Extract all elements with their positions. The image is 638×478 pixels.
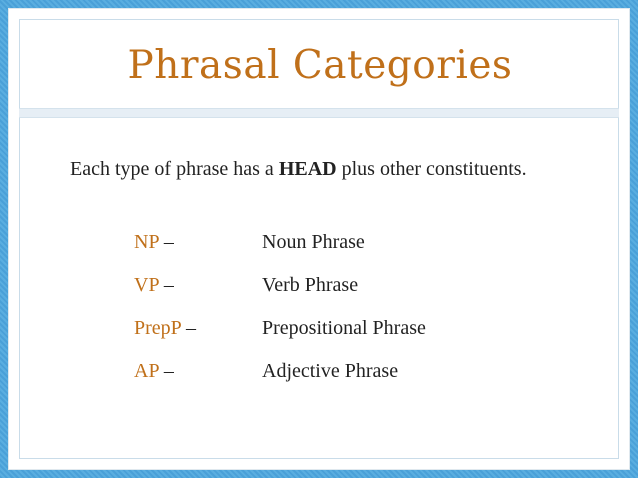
category-row bbox=[134, 231, 426, 274]
slide bbox=[8, 8, 630, 470]
category-name: Adjective Phrase bbox=[262, 360, 399, 382]
intro-emphasis-head: HEAD bbox=[278, 158, 337, 180]
category-list bbox=[134, 231, 426, 403]
intro-text-start: Each type of phrase has a bbox=[70, 158, 279, 180]
category-name: Verb Phrase bbox=[262, 274, 359, 296]
category-dash: – bbox=[158, 231, 174, 253]
category-abbr-cell bbox=[134, 317, 262, 340]
category-row bbox=[134, 274, 426, 317]
category-abbr: AP bbox=[134, 360, 159, 382]
intro-text-end: plus other constituents. bbox=[336, 158, 527, 180]
slide-title: Phrasal Categories bbox=[127, 43, 513, 88]
category-abbr: VP bbox=[134, 274, 159, 296]
title-divider bbox=[19, 108, 619, 118]
category-dash: – bbox=[158, 274, 174, 296]
category-name: Noun Phrase bbox=[262, 231, 365, 253]
intro-sentence bbox=[70, 158, 527, 181]
category-row bbox=[134, 317, 426, 360]
category-abbr-cell bbox=[134, 360, 262, 383]
category-name: Prepositional Phrase bbox=[262, 317, 426, 339]
category-abbr-cell bbox=[134, 274, 262, 297]
category-abbr: NP bbox=[134, 231, 159, 253]
category-row bbox=[134, 360, 426, 403]
category-abbr: PrepP bbox=[134, 317, 182, 339]
category-dash: – bbox=[158, 360, 174, 382]
category-dash: – bbox=[181, 317, 197, 339]
category-abbr-cell bbox=[134, 231, 262, 254]
